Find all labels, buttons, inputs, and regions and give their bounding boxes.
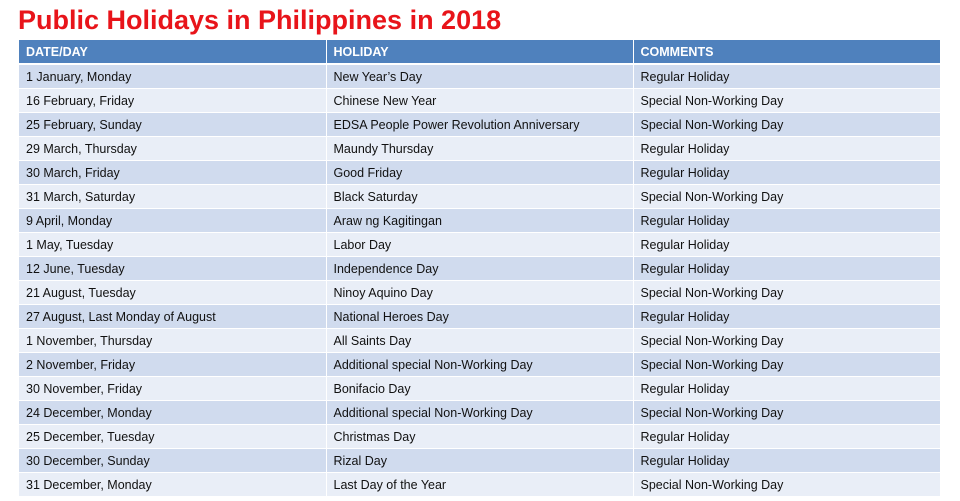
comments-cell: Special Non-Working Day xyxy=(633,185,940,209)
comments-cell: Regular Holiday xyxy=(633,137,940,161)
table-row xyxy=(19,305,940,329)
comments-cell: Regular Holiday xyxy=(633,305,940,329)
table-row xyxy=(19,281,940,305)
table-row xyxy=(19,89,940,113)
table-header-row xyxy=(19,40,940,64)
table-row xyxy=(19,377,940,401)
table-row xyxy=(19,233,940,257)
date-day-cell: 31 March, Saturday xyxy=(19,185,326,209)
date-day-cell: 9 April, Monday xyxy=(19,209,326,233)
holiday-cell: National Heroes Day xyxy=(326,305,633,329)
date-day-cell: 2 November, Friday xyxy=(19,353,326,377)
date-day-cell: 1 January, Monday xyxy=(19,64,326,89)
date-day-cell: 25 December, Tuesday xyxy=(19,425,326,449)
holiday-cell: Independence Day xyxy=(326,257,633,281)
table-row xyxy=(19,401,940,425)
date-day-cell: 12 June, Tuesday xyxy=(19,257,326,281)
date-day-cell: 1 November, Thursday xyxy=(19,329,326,353)
comments-cell: Regular Holiday xyxy=(633,449,940,473)
holiday-cell: Rizal Day xyxy=(326,449,633,473)
date-day-cell: 29 March, Thursday xyxy=(19,137,326,161)
date-day-cell: 30 November, Friday xyxy=(19,377,326,401)
holiday-cell: Black Saturday xyxy=(326,185,633,209)
holidays-table xyxy=(19,40,940,497)
date-day-cell: 1 May, Tuesday xyxy=(19,233,326,257)
holiday-cell: Ninoy Aquino Day xyxy=(326,281,633,305)
comments-cell: Special Non-Working Day xyxy=(633,281,940,305)
comments-cell: Special Non-Working Day xyxy=(633,401,940,425)
date-day-cell: 31 December, Monday xyxy=(19,473,326,497)
table-row xyxy=(19,64,940,89)
comments-cell: Regular Holiday xyxy=(633,377,940,401)
holiday-cell: Araw ng Kagitingan xyxy=(326,209,633,233)
holiday-cell: Additional special Non-Working Day xyxy=(326,401,633,425)
comments-cell: Special Non-Working Day xyxy=(633,89,940,113)
date-day-cell: 25 February, Sunday xyxy=(19,113,326,137)
holiday-cell: Good Friday xyxy=(326,161,633,185)
holiday-cell: All Saints Day xyxy=(326,329,633,353)
comments-cell: Special Non-Working Day xyxy=(633,113,940,137)
table-row xyxy=(19,209,940,233)
column-header-date-day: DATE/DAY xyxy=(19,40,326,64)
comments-cell: Special Non-Working Day xyxy=(633,353,940,377)
comments-cell: Regular Holiday xyxy=(633,233,940,257)
date-day-cell: 30 March, Friday xyxy=(19,161,326,185)
holiday-cell: Maundy Thursday xyxy=(326,137,633,161)
holiday-cell: Additional special Non-Working Day xyxy=(326,353,633,377)
date-day-cell: 30 December, Sunday xyxy=(19,449,326,473)
holiday-cell: Last Day of the Year xyxy=(326,473,633,497)
table-row xyxy=(19,257,940,281)
table-row xyxy=(19,113,940,137)
table-row xyxy=(19,137,940,161)
date-day-cell: 16 February, Friday xyxy=(19,89,326,113)
holiday-cell: EDSA People Power Revolution Anniversary xyxy=(326,113,633,137)
table-row xyxy=(19,353,940,377)
page-title: Public Holidays in Philippines in 2018 xyxy=(18,5,502,35)
table-row xyxy=(19,329,940,353)
comments-cell: Regular Holiday xyxy=(633,257,940,281)
table-row xyxy=(19,161,940,185)
comments-cell: Special Non-Working Day xyxy=(633,329,940,353)
holiday-cell: Bonifacio Day xyxy=(326,377,633,401)
column-header-comments: COMMENTS xyxy=(633,40,940,64)
column-header-holiday: HOLIDAY xyxy=(326,40,633,64)
comments-cell: Regular Holiday xyxy=(633,425,940,449)
holiday-cell: Chinese New Year xyxy=(326,89,633,113)
holiday-cell: New Year’s Day xyxy=(326,64,633,89)
comments-cell: Regular Holiday xyxy=(633,64,940,89)
holiday-cell: Labor Day xyxy=(326,233,633,257)
comments-cell: Regular Holiday xyxy=(633,209,940,233)
table-row xyxy=(19,185,940,209)
table-row xyxy=(19,425,940,449)
holiday-cell: Christmas Day xyxy=(326,425,633,449)
table-row xyxy=(19,449,940,473)
comments-cell: Regular Holiday xyxy=(633,161,940,185)
comments-cell: Special Non-Working Day xyxy=(633,473,940,497)
date-day-cell: 27 August, Last Monday of August xyxy=(19,305,326,329)
date-day-cell: 21 August, Tuesday xyxy=(19,281,326,305)
date-day-cell: 24 December, Monday xyxy=(19,401,326,425)
table-row xyxy=(19,473,940,497)
